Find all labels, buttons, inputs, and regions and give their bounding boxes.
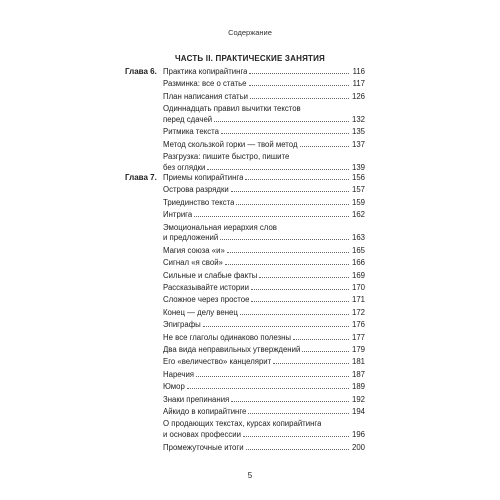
dot-leader: [249, 73, 349, 74]
toc-entry[interactable]: [163, 271, 365, 282]
toc-entry-title: Его «величество» канцелярит: [163, 357, 272, 367]
chapter-label: Глава 7.: [125, 173, 157, 182]
toc-entry-page: 192: [351, 394, 365, 404]
dot-leader: [231, 401, 349, 402]
toc-entry[interactable]: [163, 295, 365, 306]
toc-entry[interactable]: [163, 185, 365, 196]
toc-entry[interactable]: [163, 395, 365, 406]
toc-entry-title: Одиннадцать правил вычитки текстов: [163, 104, 301, 114]
dot-leader: [249, 85, 349, 86]
toc-entry-title: Интрига: [163, 210, 193, 220]
toc-entry-title: Ритмика текста: [163, 127, 219, 137]
toc-entry[interactable]: [163, 308, 365, 319]
toc-entry-title: Юмор: [163, 382, 185, 392]
dot-leader: [259, 277, 349, 278]
toc-entry-page: 159: [351, 197, 365, 207]
toc-entry[interactable]: [163, 370, 365, 381]
toc-entry-title: Айкидо в копирайтинге: [163, 407, 247, 416]
dot-leader: [207, 169, 349, 170]
toc-entry-page: 187: [351, 369, 365, 379]
toc-entry[interactable]: [163, 419, 365, 441]
toc-entry-title: Метод скользкой горки — твой метод: [163, 139, 298, 149]
toc-entry-title: Сложное через простое: [163, 295, 250, 305]
dot-leader: [251, 301, 349, 302]
dot-leader: [187, 388, 349, 389]
toc-entry-page: 181: [351, 357, 365, 367]
toc-entry-title: Конец — делу венец: [163, 307, 238, 317]
toc-entry-page: 157: [351, 185, 365, 195]
toc-entry-title: Разминка: все о статье: [163, 79, 247, 89]
toc-entry-title: О продающих текстах, курсах копирайтинга: [163, 419, 322, 429]
running-header: Содержание: [228, 28, 272, 37]
toc-entry-page: 156: [351, 173, 365, 182]
dot-leader: [300, 146, 350, 147]
toc-entry-title: Два вида неправильных утверждений: [163, 345, 301, 354]
toc-entry-title: Сигнал «я свой»: [163, 258, 223, 268]
toc-entry[interactable]: [163, 246, 365, 257]
toc-entry-title: Промежуточные итоги: [163, 442, 244, 452]
toc-entry-title: Наречия: [163, 369, 195, 379]
toc-entry[interactable]: [163, 283, 365, 294]
toc-entry-page: 200: [351, 442, 365, 452]
toc-entry[interactable]: [163, 79, 365, 90]
toc-entry[interactable]: [163, 210, 365, 221]
dot-leader: [250, 98, 349, 99]
toc-entry-page: 171: [351, 295, 365, 305]
toc-entry-page: 166: [351, 258, 365, 268]
toc-entry[interactable]: [163, 223, 365, 245]
toc-entry-title: Не все глаголы одинаково полезны: [163, 332, 291, 342]
dot-leader: [231, 191, 349, 192]
dot-leader: [302, 351, 349, 352]
toc-entry-page: 132: [351, 114, 365, 124]
toc-entry-page: 137: [351, 139, 365, 149]
toc-entry[interactable]: [163, 443, 365, 454]
toc-entry-title: Знаки препинания: [163, 394, 230, 404]
toc-entry[interactable]: [163, 127, 365, 138]
toc-entry-page: 163: [351, 233, 365, 243]
toc-entry-title: перед сдачей: [163, 114, 213, 124]
toc-entry-page: 116: [352, 67, 365, 76]
dot-leader: [220, 239, 349, 240]
toc-entry-page: 165: [351, 245, 365, 255]
dot-leader: [227, 252, 349, 253]
dot-leader: [246, 449, 349, 450]
toc-entry[interactable]: [163, 345, 365, 356]
toc-entry-page: 177: [351, 332, 365, 342]
toc-entry[interactable]: [163, 104, 365, 126]
toc-entry-title: Триединство текста: [163, 197, 235, 207]
toc-entry-title: Эмоциональная иерархия слов: [163, 222, 277, 232]
chapter-label: Глава 6.: [125, 67, 157, 76]
toc-entry-page: 189: [351, 382, 365, 392]
dot-leader: [248, 413, 349, 414]
toc-entry-title: без оглядки: [163, 162, 206, 172]
toc-entry-page: 194: [351, 407, 365, 416]
dot-leader: [236, 204, 349, 205]
dot-leader: [273, 363, 349, 364]
toc-entry-page: 139: [351, 162, 365, 172]
toc-entry-title: Разгрузка: пишите быстро, пишите: [163, 152, 290, 162]
toc-entry-page: 126: [351, 91, 365, 101]
dot-leader: [196, 376, 349, 377]
toc-entry-title: и основах профессии: [163, 430, 242, 440]
toc-entry[interactable]: [163, 67, 365, 78]
toc-entry[interactable]: [163, 152, 365, 174]
toc-entry-title: Практика копирайтинга: [163, 67, 248, 76]
toc-entry[interactable]: [163, 173, 365, 184]
page-number: 5: [247, 471, 253, 480]
dot-leader: [245, 179, 349, 180]
toc-entry-title: Сильные и слабые факты: [163, 270, 258, 280]
toc-entry-title: Магия союза «и»: [163, 245, 225, 255]
toc-entry[interactable]: [163, 382, 365, 393]
toc-entry-title: Приемы копирайтинга: [163, 173, 244, 182]
toc-entry[interactable]: [163, 140, 365, 151]
toc-entry-title: Острова разрядки: [163, 185, 229, 195]
toc-entry-page: 135: [351, 127, 365, 137]
dot-leader: [221, 133, 349, 134]
dot-leader: [251, 289, 349, 290]
dot-leader: [240, 314, 349, 315]
toc-entry[interactable]: [163, 333, 365, 344]
toc-entry-title: и предложений: [163, 233, 219, 243]
dot-leader: [194, 216, 349, 217]
toc-entry-title: Эпиграфы: [163, 320, 201, 330]
toc-entry[interactable]: [163, 407, 365, 418]
dot-leader: [225, 264, 349, 265]
dot-leader: [214, 121, 349, 122]
toc-entry-page: 172: [351, 307, 365, 317]
dot-leader: [243, 436, 349, 437]
toc-entry[interactable]: [163, 357, 365, 368]
toc-entry-page: 196: [351, 430, 365, 440]
toc-entry-page: 176: [351, 320, 365, 330]
part-title: ЧАСТЬ II. ПРАКТИЧЕСКИЕ ЗАНЯТИЯ: [174, 54, 326, 63]
dot-leader: [203, 326, 349, 327]
dot-leader: [293, 339, 349, 340]
toc-entry[interactable]: [163, 92, 365, 103]
toc-entry-title: Рассказывайте истории: [163, 283, 249, 292]
toc-entry-page: 170: [351, 283, 365, 292]
toc-entry-page: 162: [351, 210, 365, 220]
toc-entry[interactable]: [163, 258, 365, 269]
toc-entry-page: 117: [352, 79, 365, 89]
toc-entry-title: План написания статьи: [163, 91, 249, 101]
toc-entry[interactable]: [163, 198, 365, 209]
toc-entry[interactable]: [163, 320, 365, 331]
toc-entry-page: 169: [351, 270, 365, 280]
toc-entry-page: 179: [351, 345, 365, 354]
